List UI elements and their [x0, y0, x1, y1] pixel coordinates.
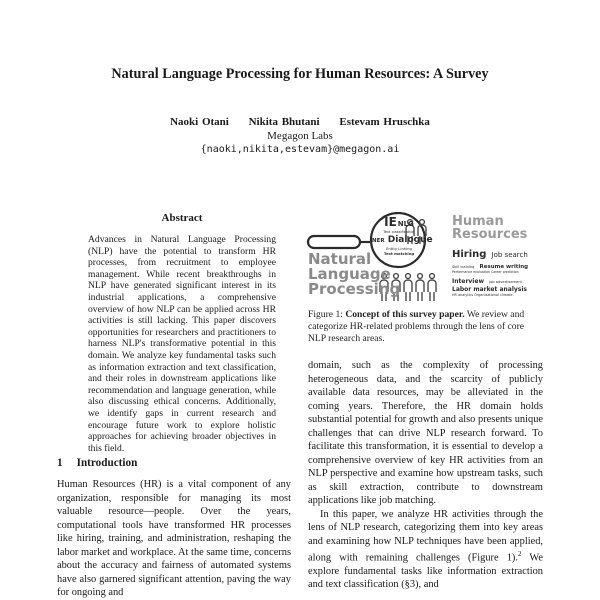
nlp-word: Processing: [308, 280, 401, 298]
term-job-search: Job search: [491, 251, 528, 259]
term-hiring: Hiring: [452, 249, 487, 260]
lens-terms: [372, 215, 433, 256]
nlp-word: Language: [308, 265, 391, 283]
term-dialogue: Dialogue: [387, 235, 433, 245]
paragraph-text: We explore fundamental tasks like information extraction and text classification (§3), and: [308, 552, 543, 591]
term-entity-linking: Entity Linking: [386, 246, 412, 251]
figure-caption-title: Concept of this survey paper.: [345, 309, 465, 320]
figure-caption: [308, 309, 542, 344]
author-list: [0, 116, 600, 128]
paragraph: [308, 508, 543, 592]
abstract-heading: Abstract: [161, 212, 203, 224]
term-ie: IE: [384, 215, 397, 229]
paragraph-text: In this paper, we analyze HR activities through the lens of NLP research, categorizing them into key areas and examining how NLP techniques have been applied, along with remaining challenges (Figure 1).: [308, 508, 543, 564]
nlp-word: Natural: [308, 250, 372, 268]
author-name: Estevam Hruschka: [339, 116, 430, 128]
hr-terms: [452, 247, 528, 298]
figure-caption-text: We review and categorize HR-related problems through the lens of core NLP research areas.: [308, 309, 525, 344]
hr-word: Resources: [452, 227, 528, 242]
right-column-text: [308, 359, 543, 592]
hr-label: [452, 215, 527, 241]
term-performance: Performance evaluation Career prediction: [452, 270, 519, 274]
term-ner: NER: [372, 238, 385, 244]
author-name: Nikita Bhutani: [248, 116, 320, 128]
nlp-label: [308, 252, 400, 297]
term-text-matching: Text matching: [383, 251, 415, 256]
term-nlg: NLG: [397, 220, 414, 228]
section-number: 1: [57, 457, 63, 469]
author-email: {naoki,nikita,estevam}@megagon.ai: [200, 144, 400, 155]
author-name: Naoki Otani: [170, 116, 229, 128]
hr-word: Human: [452, 214, 504, 229]
affiliation: Megagon Labs: [267, 130, 333, 142]
term-hr-analytics: HR analytics Organizational climate: [452, 293, 513, 297]
introduction-text: Human Resources (HR) is a vital component of any organization, responsible for managing its most valuable resource—people. Over the years, computational tools have transformed HR processes like hiring, training, and administration, reshaping the labor market and workplace. At the same time, concerns about the accuracy and fairness of automated systems have also garnered significant attention, paving the way for ongoing and: [57, 479, 291, 598]
term-skill-training: Skill training: [452, 265, 475, 269]
section-title: Introduction: [76, 457, 138, 469]
figure-1: [306, 212, 542, 304]
section-heading: [57, 457, 137, 469]
abstract-text: Advances in Natural Language Processing (NLP) have the potential to transform HR processes, from recruitment to employee management. While recent breakthroughs in NLP have generated significant interest in its industrial applications, a comprehensive overview of how NLP can be applied across HR activities is still lacking. This paper discovers opportunities for researchers and practitioners to harness NLP's transformative potential in this domain. We analyze key fundamental tasks such as information extraction and text classification, and their roles in downstream applications like recommendation and language generation, while also discussing ethical concerns. Additionally, we identify gaps in current research and encourage future work to explore holistic approaches for achieving broader objectives in this field.: [88, 234, 276, 454]
term-text-classification: Text classification: [383, 230, 415, 234]
term-labor-market: Labor market analysis: [452, 286, 527, 293]
paragraph: domain, such as the complexity of processing heterogeneous data, and the scarcity of publicly available data resources, may be alleviated in the coming years. Therefore, the HR domain holds substantial potential for growth and also presents unique challenges that can drive NLP research forward. To facilitate this transformation, it is essential to develop a comprehensive overview of key HR activities from an NLP perspective and examine how upstream tasks, such as skill extraction, contribute to downstream applications like job matching.: [308, 360, 543, 506]
term-interview: Interview: [452, 278, 484, 285]
footnote-marker: 2: [517, 550, 522, 558]
paper-title: Natural Language Processing for Human Resources: A Survey: [111, 66, 489, 82]
figure-label: Figure 1:: [308, 309, 343, 320]
term-resume-writing: Resume writing: [479, 264, 529, 270]
term-job-advertisement: Job advertisement: [489, 280, 522, 284]
